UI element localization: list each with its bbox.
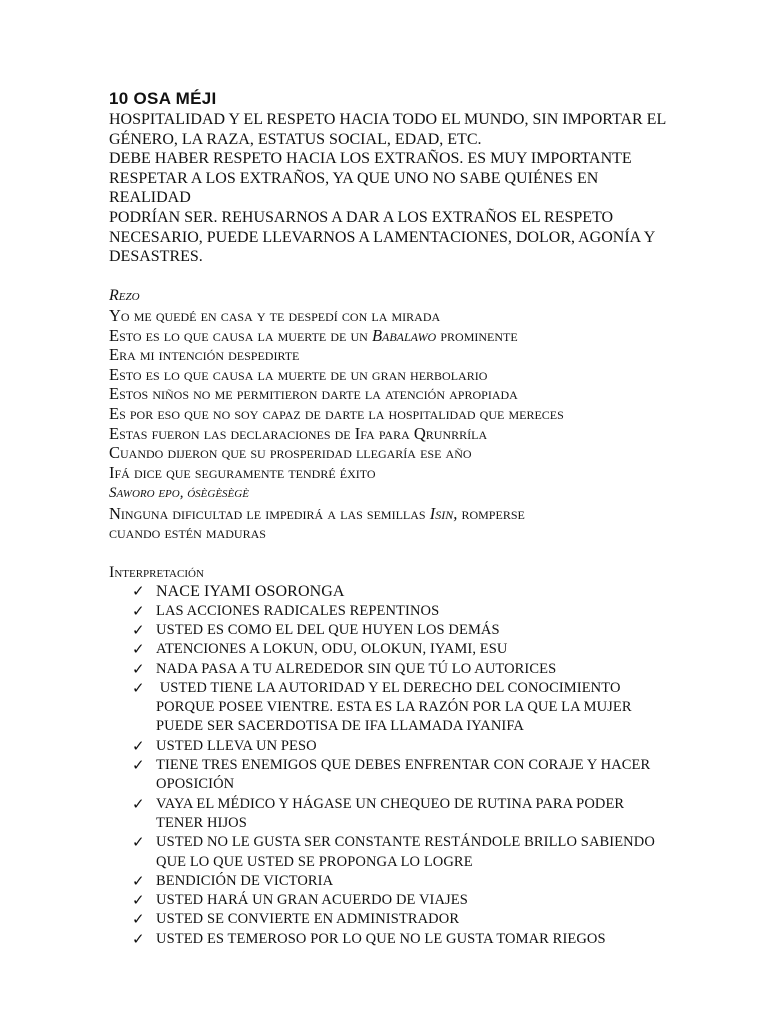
- rezo-line: [109, 345, 669, 365]
- rezo-line-text: Cuando dijeron que su prosperidad llegaría ese año: [109, 443, 472, 463]
- rezo-line-post: romperse: [457, 503, 525, 523]
- rezo-line-post: prominente: [436, 325, 518, 345]
- intro-line: RESPETAR A LOS EXTRAÑOS, YA QUE UNO NO SABE QUIÉNES EN REALIDAD: [109, 169, 599, 207]
- list-item: [109, 930, 669, 949]
- list-item: [109, 640, 669, 659]
- check-mark-icon: ✓: [132, 581, 145, 600]
- check-mark-icon: ✓: [132, 736, 145, 755]
- rezo-heading: Rezo: [109, 287, 140, 305]
- check-mark-icon: ✓: [132, 794, 145, 813]
- rezo-line-text: Ifá dice que seguramente tendré éxito: [109, 462, 376, 482]
- spacer: [109, 267, 669, 287]
- interpretation-heading: Interpretación: [109, 563, 204, 581]
- check-mark-icon: ✓: [132, 659, 145, 678]
- check-mark-icon: ✓: [132, 929, 145, 948]
- interpretation-list: [109, 582, 669, 949]
- document-page: [109, 88, 669, 949]
- list-item: [109, 756, 669, 795]
- list-item-text: USTED NO LE GUSTA SER CONSTANTE RESTÁNDOLE BRILLO SABIENDO QUE LO QUE USTED SE PROPONGA LO LOGRE: [156, 834, 659, 870]
- list-item-text: LAS ACCIONES RADICALES REPENTINOS: [156, 602, 440, 619]
- rezo-line: [109, 424, 669, 444]
- list-item: [109, 582, 669, 602]
- rezo-line: [109, 504, 669, 524]
- list-item-text: TIENE TRES ENEMIGOS QUE DEBES ENFRENTAR CON CORAJE Y HACER OPOSICIÓN: [156, 757, 655, 793]
- intro-line: NECESARIO, PUEDE LLEVARNOS A LAMENTACIONES, DOLOR, AGONÍA Y: [109, 228, 656, 246]
- interpretation-section: [109, 563, 669, 949]
- list-item: [109, 660, 669, 679]
- rezo-line-text: Estos niños no me permitieron darte la atención apropiada: [109, 384, 518, 404]
- rezo-line-text: cuando estén maduras: [109, 523, 266, 543]
- check-mark-icon: ✓: [132, 833, 145, 852]
- page-title: 10 OSA MÉJI: [109, 89, 217, 108]
- rezo-line: [109, 365, 669, 385]
- check-mark-icon: ✓: [132, 620, 145, 639]
- rezo-line: [109, 384, 669, 404]
- intro-line: PODRÍAN SER. REHUSARNOS A DAR A LOS EXTRAÑOS EL RESPETO: [109, 208, 614, 226]
- rezo-line: [109, 443, 669, 463]
- list-item-text: BENDICIÓN DE VICTORIA: [156, 872, 334, 889]
- intro-line: GÉNERO, LA RAZA, ESTATUS SOCIAL, EDAD, ETC.: [109, 130, 482, 148]
- rezo-line-pre: Ninguna dificultad le impedirá a las semillas: [109, 503, 430, 523]
- list-item-text: USTED LLEVA UN PESO: [156, 737, 317, 754]
- list-item-text: USTED ES COMO EL DEL QUE HUYEN LOS DEMÁS: [156, 621, 500, 638]
- rezo-line-text: Yo me quedé en casa y te despedí con la mirada: [109, 305, 441, 325]
- list-item-text: VAYA EL MÉDICO Y HÁGASE UN CHEQUEO DE RUTINA PARA PODER TENER HIJOS: [156, 795, 628, 831]
- rezo-line-pre: Esto es lo que causa la muerte de un: [109, 325, 372, 345]
- list-item-text: USTED TIENE LA AUTORIDAD Y EL DERECHO DEL CONOCIMIENTO PORQUE POSEE VIENTRE. ESTA ES LA RAZÓN POR LA QUE LA MUJER PUEDE SER SACERDOTISA DE IFA LLAMADA IYANIFA: [156, 679, 636, 735]
- rezo-line: [109, 326, 669, 346]
- list-item: [109, 737, 669, 756]
- rezo-line-text: Era mi intención despedirte: [109, 345, 300, 365]
- rezo-line-text: Estas fueron las declaraciones de Ifa para Qrunrríla: [109, 423, 488, 443]
- check-mark-icon: ✓: [132, 910, 145, 929]
- list-item-text: USTED SE CONVIERTE EN ADMINISTRADOR: [156, 911, 460, 928]
- rezo-lines: [109, 306, 669, 543]
- rezo-line-italic: Babalawo: [371, 325, 437, 345]
- check-mark-icon: ✓: [132, 756, 145, 775]
- list-item: [109, 891, 669, 910]
- rezo-line-italic: Saworo epo, ósègèsègè: [109, 485, 249, 502]
- check-mark-icon: ✓: [132, 601, 145, 620]
- list-item-text: USTED ES TEMEROSO POR LO QUE NO LE GUSTA TOMAR RIEGOS: [156, 930, 606, 947]
- rezo-line-text: Esto es lo que causa la muerte de un gran herbolario: [109, 364, 488, 384]
- spacer: [109, 543, 669, 563]
- intro-line: DESASTRES.: [109, 248, 203, 266]
- list-item: [109, 872, 669, 891]
- intro-line: HOSPITALIDAD Y EL RESPETO HACIA TODO EL MUNDO, SIN IMPORTAR EL: [109, 111, 667, 128]
- rezo-line: [109, 306, 669, 326]
- check-mark-icon: ✓: [132, 640, 145, 659]
- rezo-line: [109, 482, 669, 504]
- rezo-line-italic: Isin,: [429, 503, 458, 523]
- list-item: [109, 679, 669, 737]
- rezo-line: [109, 463, 669, 483]
- check-mark-icon: ✓: [132, 871, 145, 890]
- rezo-line-text: Es por eso que no soy capaz de darte la hospitalidad que mereces: [109, 403, 564, 423]
- intro-paragraph: [109, 110, 669, 267]
- list-item-text: NADA PASA A TU ALREDEDOR SIN QUE TÚ LO AUTORICES: [156, 660, 557, 677]
- check-mark-icon: ✓: [132, 891, 145, 910]
- list-item-text: USTED HARÁ UN GRAN ACUERDO DE VIAJES: [156, 892, 468, 909]
- list-item: [109, 910, 669, 929]
- intro-line: DEBE HABER RESPETO HACIA LOS EXTRAÑOS. ES MUY IMPORTANTE: [109, 150, 632, 168]
- rezo-line: [109, 523, 669, 543]
- rezo-section: [109, 286, 669, 543]
- check-mark-icon: ✓: [132, 678, 145, 697]
- rezo-line: [109, 404, 669, 424]
- list-item-text: NACE IYAMI OSORONGA: [156, 582, 345, 600]
- list-item: [109, 833, 669, 872]
- list-item: [109, 795, 669, 834]
- list-item: [109, 602, 669, 621]
- list-item: [109, 621, 669, 640]
- list-item-text: ATENCIONES A LOKUN, ODU, OLOKUN, IYAMI, ESU: [156, 641, 508, 658]
